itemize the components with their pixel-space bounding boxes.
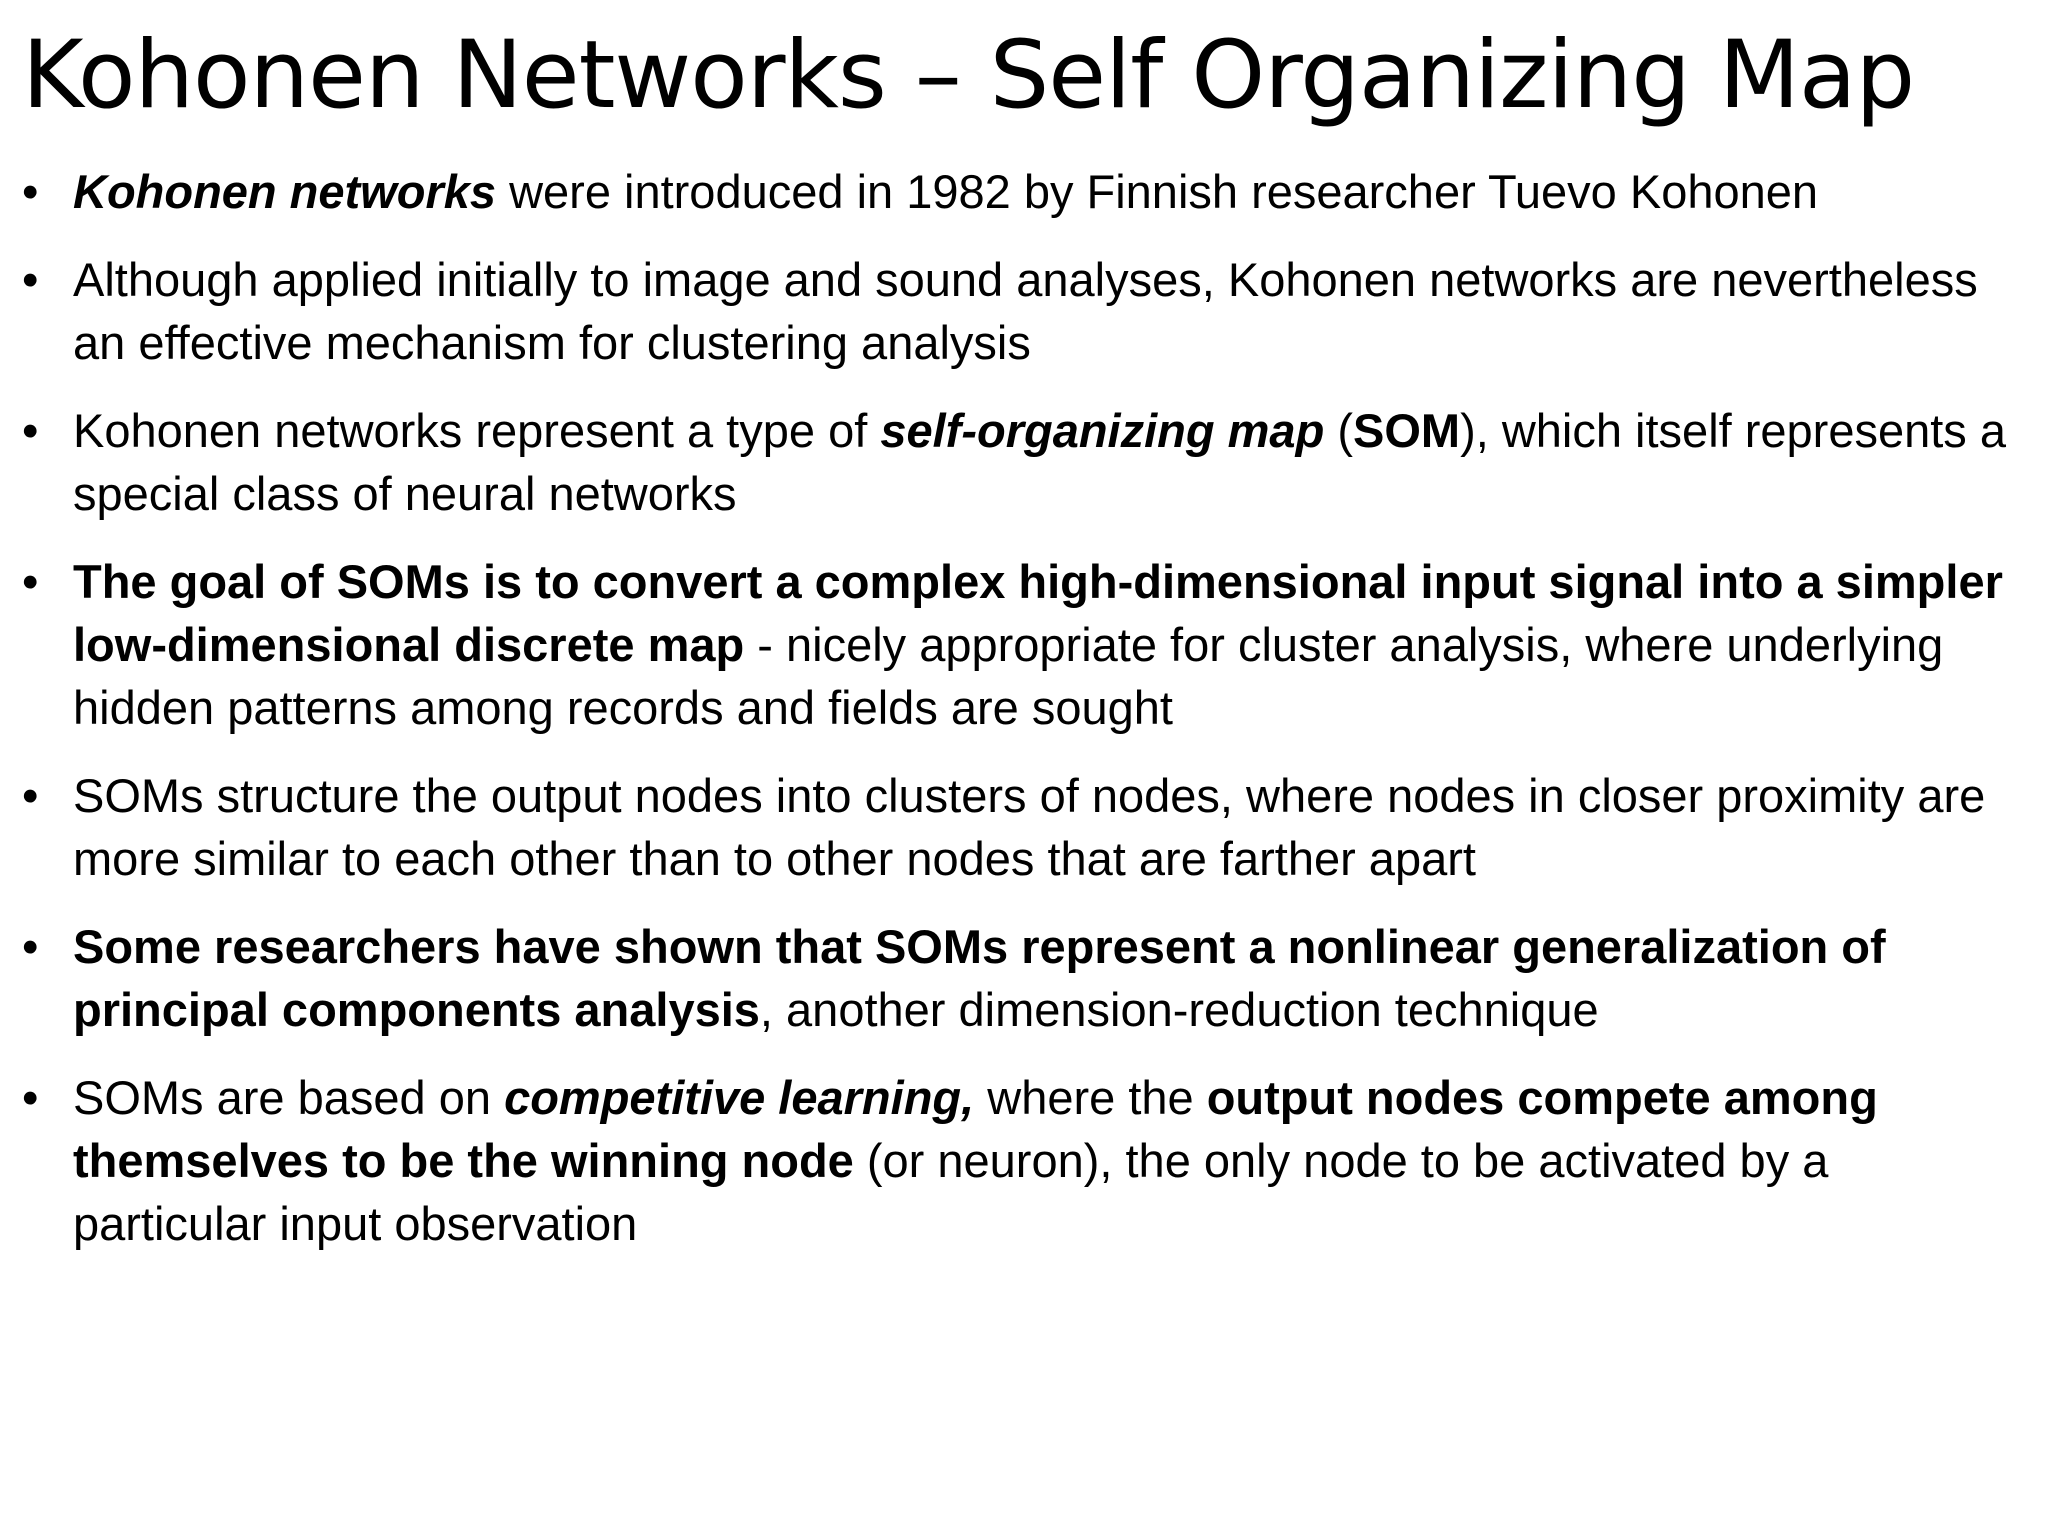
bullet-dot-icon: • [22, 920, 39, 973]
bullet-text-segment: output nodes compete among themselves to be the winning node [73, 1071, 1878, 1187]
bullet-text-segment: , another dimension-reduction technique [759, 983, 1599, 1036]
bullet-text-segment: were introduced in 1982 by Finnish researcher Tuevo Kohonen [496, 165, 1819, 218]
bullet-dot-icon: • [22, 253, 39, 306]
bullet-dot-icon: • [22, 769, 39, 822]
bullet-item [20, 399, 2030, 525]
bullet-text-segment: self-organizing map [880, 404, 1325, 457]
bullet-dot-icon: • [22, 404, 39, 457]
bullet-dot-icon: • [22, 1071, 39, 1124]
bullet-text-segment: SOM [1353, 404, 1461, 457]
bullet-text-segment: where the [974, 1071, 1207, 1124]
bullet-text-segment: Kohonen networks represent a type of [73, 404, 881, 457]
bullet-dot-icon: • [22, 555, 39, 608]
bullet-item [20, 550, 2030, 739]
bullet-text-segment: SOMs are based on [73, 1071, 505, 1124]
bullet-item [20, 764, 2030, 890]
bullet-text-segment: Some researchers have shown that SOMs represent a nonlinear generalization of principal components analysis [73, 920, 1886, 1036]
bullet-text-segment: ), which itself represents a special class of neural networks [73, 404, 2007, 520]
bullet-item [20, 160, 2030, 223]
bullet-text-segment: Although applied initially to image and sound analyses, Kohonen networks are nevertheless an effective mechanism for clustering analysis [73, 253, 1978, 369]
bullet-text-segment: The goal of SOMs is to convert a complex high-dimensional input signal into a simpler low-dimensional discrete map [73, 555, 2003, 671]
bullet-item [20, 915, 2030, 1041]
bullet-list [20, 160, 2030, 1280]
bullet-text-segment: (or neuron), the only node to be activated by a particular input observation [73, 1134, 1829, 1250]
bullet-item [20, 1066, 2030, 1255]
bullet-item [20, 248, 2030, 374]
bullet-text-segment: competitive learning, [504, 1071, 975, 1124]
slide-title: Kohonen Networks – Self Organizing Map [22, 21, 1915, 130]
bullet-text-segment: ( [1324, 404, 1353, 457]
bullet-text-segment: - nicely appropriate for cluster analysis, where underlying hidden patterns among records and fields are sought [73, 618, 1944, 734]
bullet-text-segment: SOMs structure the output nodes into clusters of nodes, where nodes in closer proximity are more similar to each other than to other nodes that are farther apart [73, 769, 1986, 885]
bullet-dot-icon: • [22, 165, 39, 218]
bullet-text-segment: Kohonen networks [73, 165, 497, 218]
